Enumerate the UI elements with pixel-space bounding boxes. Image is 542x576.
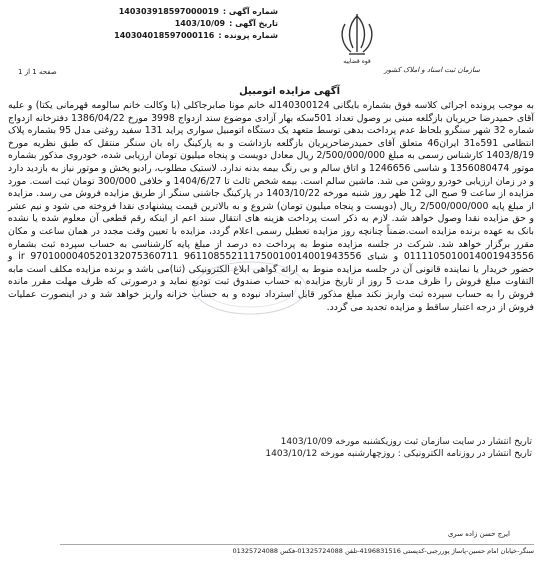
notice-date-row xyxy=(18,18,278,30)
signatory-name: ایرج حسن زاده سری xyxy=(447,530,510,538)
publication-line-site: تاریخ انتشار در سایت سازمان ثبت روزیکشنبه مورخه 1403/10/09 xyxy=(280,437,532,447)
emblem-caption: قوه قضاییه xyxy=(343,58,371,65)
notice-date: 1403/10/09 xyxy=(174,19,226,28)
organization-name: سازمان ثبت اسناد و املاک کشور xyxy=(384,66,480,74)
page-number: صفحه 1 از 1 xyxy=(18,68,57,76)
publication-info xyxy=(100,436,532,460)
iran-emblem-icon xyxy=(335,10,379,60)
notice-body-paragraph: به موجب پرونده اجرائی کلاسه فوق بشماره بایگانی 140300124له خانم مونا صابرجاکلی (با وکالت خانم سالومه قهرمانی یکتا) و علیه آقای حمیدرضا حریریان بازگلعه مبنی بر وصول تعداد 501سکه بهار آزادی موضوع سند ازدواج 3998 مورخ 1386/04/22 دفترخانه ازدواج شماره 32 شهر سنگرو بلحاظ عدم پرداخت بدهی توسط متعهد یک دستگاه اتومبیل سواری پراید 131 سفید روغنی مدل 95 بشماره پلاک انتظامی 591ه31 ایران46 متعلق آقای حمیدرضاحریریان بازگلعه بازداشت و به پارکینگ راه بان سنگر منتقل که طبق نظریه مورخ 1403/8/19 کارشناس رسمی به مبلغ 2/500/000/000 ریال معادل دویست و پنجاه میلیون تومان ارزیابی شده، خودروی مذکور بشماره موتور 1356080474 و شاسی 1246656 و اتاق سالم و بی رنگ بیمه بدنه ندارد. لاستیک مطلوب، رادیو پخش و موتور نیاز به بازدید دارد و در زمان ارزیابی خودرو روشن می شد. ماشین سالم است. بیمه شخص ثالث تا 1404/6/27 و خلافی 300/000 تومان ثبت است. مورد مزایده از ساعت 9 صبح الی 12 ظهر روز شنبه مورخه 1403/10/22 در پارکینگ جاشنی سنگر از طریق مزایده فروش می رسد. مزایده از مبلغ پایه 2/500/000/000 ریال (دویست و پنجاه میلیون تومان) شروع و به بالاترین قیمت پیشنهادی نقدا فروخته می شود و نیم عشر و حق مزایده نقدا وصول خواهد شد. لازم به ذکر است پرداخت هزینه های انتقال سند اعم از اینکه رقم قطعی آن معلوم شده یا نشده بانک به عهده برنده مزایده است.ضمناً چنانچه روز مزایده تعطیل رسمی اعلام گردد، مزایده با تعیین وقت مجدد در همان ساعت و مکان مقرر برگزار خواهد شد. شرکت در جلسه مزایده منوط به پرداخت ده درصد از مبلغ پایه کارشناسی به حساب سپرده ثبت بشماره 0111105010014001943556 و شبای 961108552111750010014001943556 ir 9701000040520132075360711 و حضور خریدار یا نماینده قانونی آن در جلسه مزایده منوط به ارائه گواهی ابلاغ الکترونیکی (ثنا)می باشد و برنده مزایده مکلف است مابه التفاوت مبلغ فروش را ظرف مدت 5 روز از تاریخ مزایده به حساب صندوق ثبت تودیع نماید و درصورتی که ظرف مهلت مقرر مانده فروش را به حساب سپرده ثبت واریز نکند مبلغ مذکور قابل استرداد نبوده و به حساب خزانه واریز خواهد شد و در اینصورت عملیات فروش از درجه اعتبار ساقط و مزایده تجدید می گردد. xyxy=(8,100,535,313)
footer-address: سنگر-خیابان امام حسین-پاساژ پوررجبی-کدپستی 4196831516-تلفن 01325724088-فکس 01325724088 xyxy=(60,544,534,555)
notice-number-row xyxy=(18,6,278,18)
file-number-row xyxy=(18,30,278,42)
notice-title: آگهی مزایده اتومبیل xyxy=(239,86,340,97)
file-number: 140304018597000116 xyxy=(114,31,215,40)
notice-meta xyxy=(18,6,278,42)
document-header xyxy=(0,0,542,82)
file-number-label: شماره پرونده : xyxy=(218,31,278,40)
notice-number-label: شماره آگهی : xyxy=(222,7,278,16)
watermark-stamp-icon xyxy=(190,258,310,318)
notice-date-label: تاریخ آگهی : xyxy=(229,19,278,28)
publication-line-newspaper: تاریخ انتشار در روزنامه الکترونیکی : روزچهارشنبه مورخه 1403/10/12 xyxy=(265,449,532,459)
notice-number: 140303918597000019 xyxy=(118,7,219,16)
